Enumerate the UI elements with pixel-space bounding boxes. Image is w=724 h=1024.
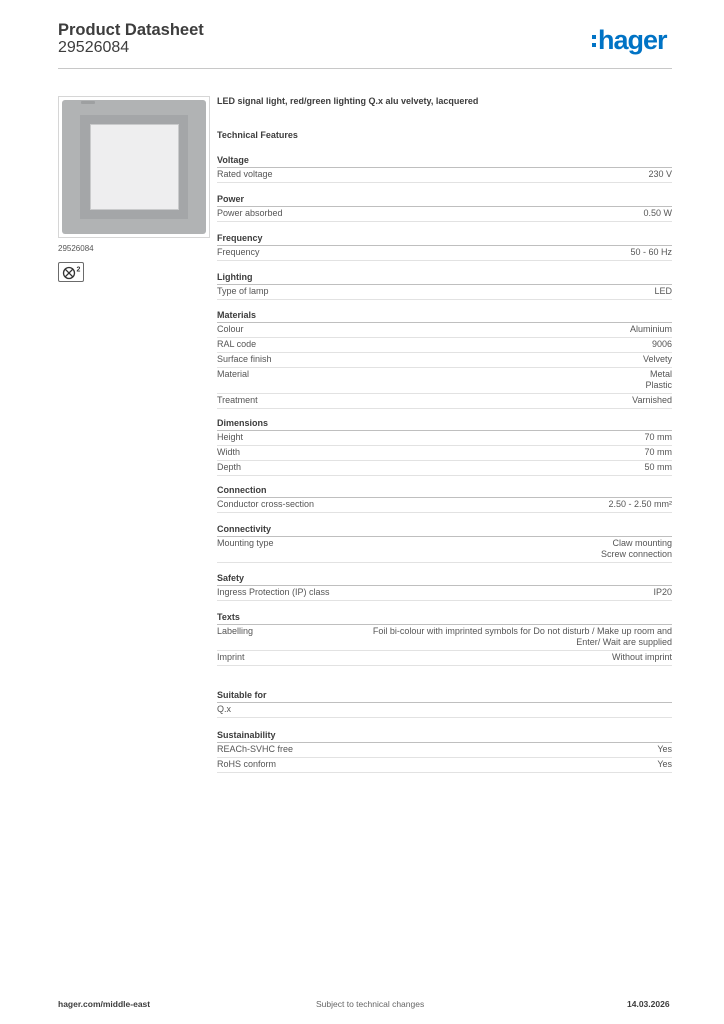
section-voltage xyxy=(217,155,672,183)
section-connectivity xyxy=(217,524,672,563)
spec-value: 0.50 W xyxy=(643,208,672,218)
section-connection xyxy=(217,485,672,513)
spec-value: Without imprint xyxy=(611,652,672,662)
spec-value: Metal Plastic xyxy=(645,369,672,390)
section-suitable-for xyxy=(217,690,672,718)
spec-row xyxy=(217,368,672,394)
spec-row xyxy=(217,537,672,563)
spec-value: Aluminium xyxy=(629,324,672,334)
section-title: Suitable for xyxy=(217,690,672,703)
spec-label: Rated voltage xyxy=(217,169,273,179)
spec-label: Depth xyxy=(217,462,242,472)
section-title: Power xyxy=(217,194,672,207)
lamp-symbol-superscript: 2 xyxy=(76,266,81,274)
section-title: Frequency xyxy=(217,233,672,246)
section-title: Safety xyxy=(217,573,672,586)
spec-label: RoHS conform xyxy=(217,759,277,769)
page-title: Product Datasheet xyxy=(58,21,204,39)
logo-text: hager xyxy=(598,25,667,55)
spec-row xyxy=(217,743,672,758)
section-title: Dimensions xyxy=(217,418,672,431)
lamp-cross-icon xyxy=(58,262,84,282)
spec-label: Material xyxy=(217,369,250,379)
section-title: Connectivity xyxy=(217,524,672,537)
logo-dots-icon xyxy=(592,26,596,47)
spec-row xyxy=(217,461,672,476)
spec-value: 50 - 60 Hz xyxy=(630,247,672,257)
spec-label: REACh-SVHC free xyxy=(217,744,294,754)
spec-label: Treatment xyxy=(217,395,258,405)
spec-value: 50 mm xyxy=(644,462,672,472)
spec-row xyxy=(217,446,672,461)
spec-row xyxy=(217,498,672,513)
spec-label: Surface finish xyxy=(217,354,272,364)
product-image xyxy=(58,96,210,238)
spec-value: Foil bi-colour with imprinted symbols for Do not disturb / Make up room and Enter/ Wait are supplied xyxy=(372,626,672,647)
section-texts xyxy=(217,612,672,666)
section-frequency xyxy=(217,233,672,261)
spec-label: Conductor cross-section xyxy=(217,499,315,509)
section-title: Lighting xyxy=(217,272,672,285)
plate-notch xyxy=(81,101,95,104)
hager-logo xyxy=(592,26,667,58)
spec-label: Height xyxy=(217,432,244,442)
spec-row xyxy=(217,625,672,651)
spec-row xyxy=(217,586,672,601)
section-safety xyxy=(217,573,672,601)
spec-row xyxy=(217,431,672,446)
spec-value: LED xyxy=(654,286,672,296)
section-title: Connection xyxy=(217,485,672,498)
article-number: 29526084 xyxy=(58,39,130,56)
spec-label: Q.x xyxy=(217,704,232,714)
spec-row xyxy=(217,246,672,261)
spec-row xyxy=(217,353,672,368)
section-materials xyxy=(217,310,672,409)
spec-row xyxy=(217,323,672,338)
section-title: Sustainability xyxy=(217,730,672,743)
section-sustainability xyxy=(217,730,672,773)
spec-label: Mounting type xyxy=(217,538,274,548)
spec-label: Ingress Protection (IP) class xyxy=(217,587,330,597)
spec-row xyxy=(217,338,672,353)
spec-label: Width xyxy=(217,447,241,457)
spec-label: Labelling xyxy=(217,626,254,636)
technical-features-heading: Technical Features xyxy=(217,130,298,140)
spec-value: IP20 xyxy=(653,587,672,597)
spec-value: Varnished xyxy=(632,395,672,405)
spec-value: 230 V xyxy=(648,169,672,179)
spec-value: Yes xyxy=(657,744,672,754)
spec-label: Colour xyxy=(217,324,244,334)
section-lighting xyxy=(217,272,672,300)
spec-value: 70 mm xyxy=(644,432,672,442)
section-power xyxy=(217,194,672,222)
spec-row xyxy=(217,703,672,718)
spec-row xyxy=(217,651,672,666)
spec-value: 2.50 - 2.50 mm² xyxy=(608,499,672,509)
spec-row xyxy=(217,207,672,222)
section-title: Materials xyxy=(217,310,672,323)
spec-label: RAL code xyxy=(217,339,257,349)
spec-label: Frequency xyxy=(217,247,260,257)
section-title: Voltage xyxy=(217,155,672,168)
spec-value: Claw mounting Screw connection xyxy=(600,538,672,559)
header-divider xyxy=(58,68,672,69)
signal-lens xyxy=(90,124,179,210)
spec-row xyxy=(217,758,672,773)
image-caption: 29526084 xyxy=(58,244,94,253)
footer-disclaimer: Subject to technical changes xyxy=(316,999,425,1009)
spec-value: 9006 xyxy=(651,339,672,349)
spec-label: Power absorbed xyxy=(217,208,283,218)
spec-row xyxy=(217,168,672,183)
spec-row xyxy=(217,394,672,409)
section-dimensions xyxy=(217,418,672,476)
spec-value: Velvety xyxy=(642,354,672,364)
spec-label: Type of lamp xyxy=(217,286,269,296)
spec-value: Yes xyxy=(657,759,672,769)
product-description: LED signal light, red/green lighting Q.x alu velvety, lacquered xyxy=(217,96,479,106)
spec-label: Imprint xyxy=(217,652,245,662)
spec-row xyxy=(217,285,672,300)
spec-value: 70 mm xyxy=(644,447,672,457)
footer-website-link[interactable]: hager.com/middle-east xyxy=(58,999,151,1009)
section-title: Texts xyxy=(217,612,672,625)
footer-date: 14.03.2026 xyxy=(627,999,670,1009)
